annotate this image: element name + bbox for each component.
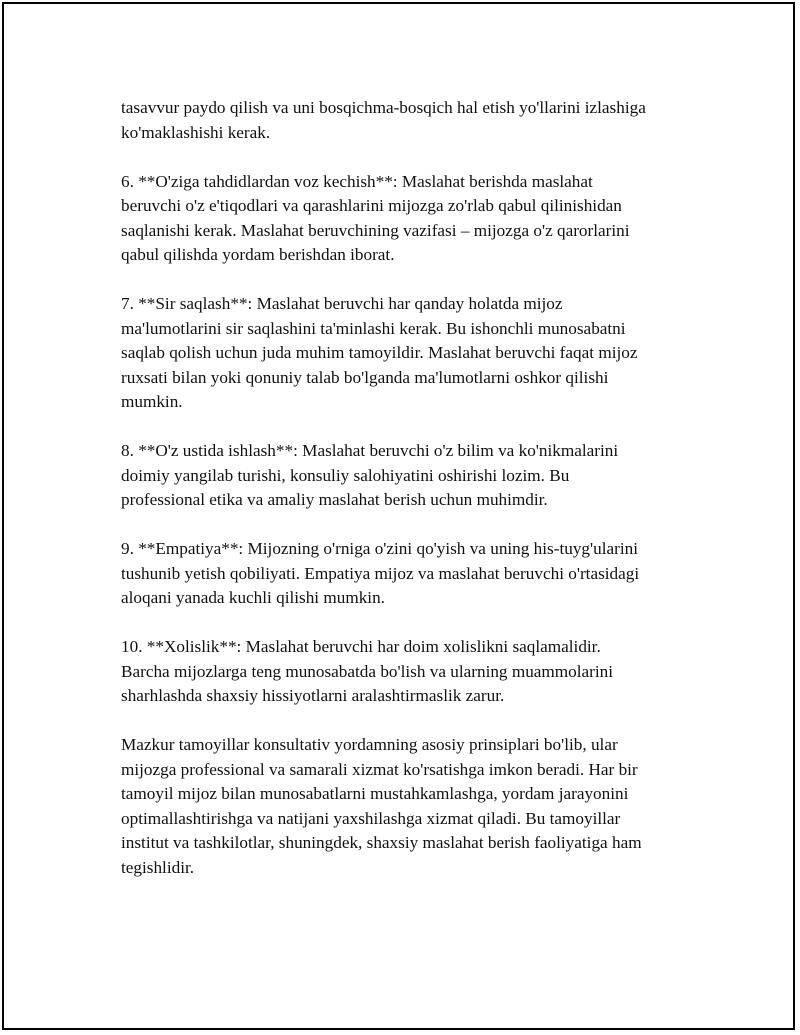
paragraph-item-9: 9. **Empatiya**: Mijozning o'rniga o'zini qo'yish va uning his-tuyg'ularini tushunib yetish qobiliyati. Empatiya mijoz va maslahat beruvchi o'rtasidagi aloqani yanada kuchli qilishi mumkin. bbox=[121, 539, 640, 607]
paragraph-item-6: 6. **O'ziga tahdidlardan voz kechish**: Maslahat berishda maslahat beruvchi o'z e'tiqodlari va qarashlarini mijozga zo'rlab qabul qilinishidan saqlanishi kerak. Maslahat beruvchining vazifasi – mijozga o'z qarorlarini qabul qilishda yordam berishdan iborat. bbox=[121, 171, 630, 264]
paragraph-item-10: 10. **Xolislik**: Maslahat beruvchi har doim xolislikni saqlamalidir. Barcha mijozlarga teng munosabatda bo'lish va ularning muammolarini sharhlashda shaxsiy hissiyotlarni aralashtirmaslik zarur. bbox=[121, 637, 614, 705]
paragraph-item-7: 7. **Sir saqlash**: Maslahat beruvchi har qanday holatda mijoz ma'lumotlarini sir saqlashini ta'minlashi kerak. Bu ishonchli munosabatni saqlab qolish uchun juda muhim tamoyildir. Maslahat beruvchi faqat mijoz ruxsati bilan yoki qonuniy talab bo'lganda ma'lumotlarni oshkor qilishi mumkin. bbox=[121, 294, 638, 411]
paragraph-conclusion: Mazkur tamoyillar konsultativ yordamning asosiy prinsiplari bo'lib, ular mijozga professional va samarali xizmat ko'rsatishga imkon beradi. Har bir tamoyil mijoz bilan munosabatlarni mustahkamlashga, yordam jarayonini optimallashtirishga va natijani yaxshilashga xizmat qiladi. Bu tamoyillar institut va tashkilotlar, shuningdek, shaxsiy maslahat berish faoliyatiga ham tegishlidir. bbox=[121, 735, 642, 877]
paragraph-continuation: tasavvur paydo qilish va uni bosqichma-bosqich hal etish yo'llarini izlashiga ko'maklashishi kerak. bbox=[121, 98, 646, 142]
paragraph-item-8: 8. **O'z ustida ishlash**: Maslahat beruvchi o'z bilim va ko'nikmalarini doimiy yangilab turishi, konsuliy salohiyatini oshirishi lozim. Bu professional etika va amaliy maslahat berish uchun muhimdir. bbox=[121, 441, 619, 509]
document-body bbox=[121, 96, 711, 905]
page-frame bbox=[2, 2, 795, 1030]
